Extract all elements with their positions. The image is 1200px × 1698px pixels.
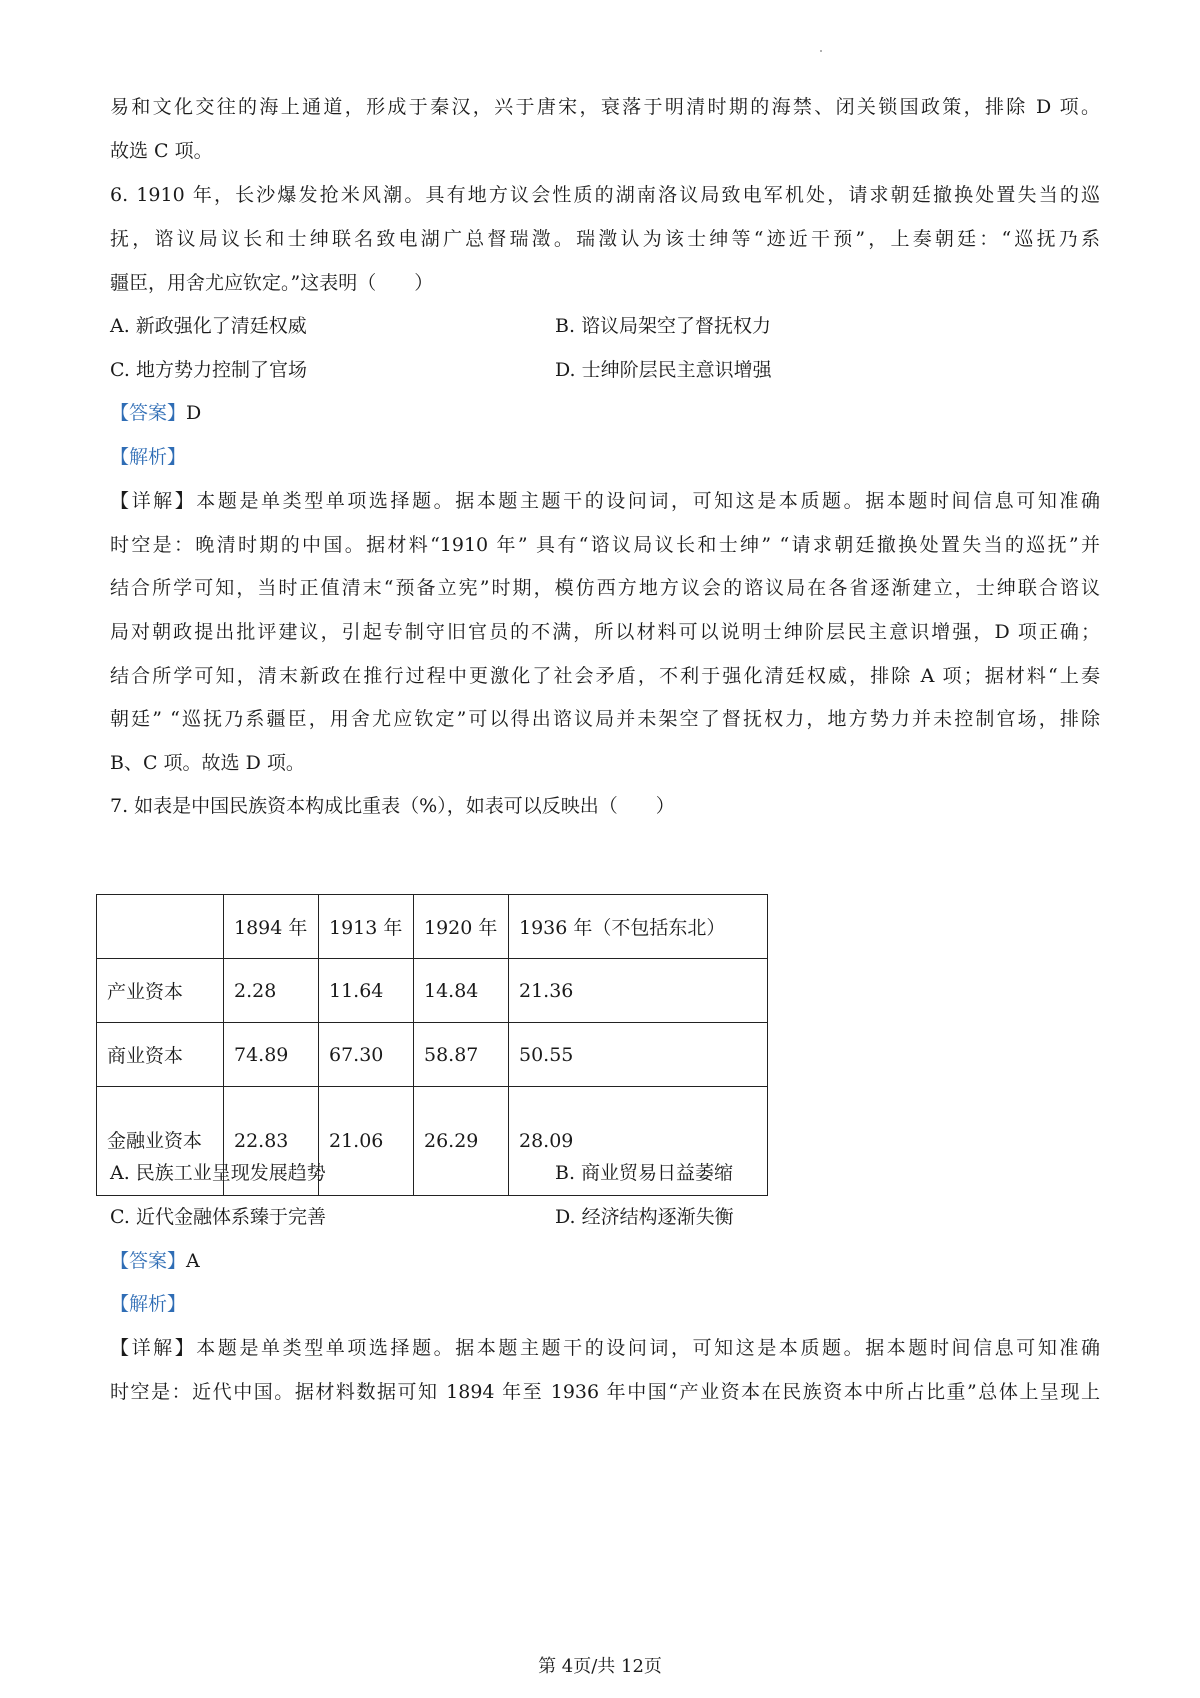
scan-dot [820,50,822,52]
text-line: 故选 C 项。 [110,140,213,162]
answer-value: A [186,1250,200,1272]
q6-option-c: C. 地方势力控制了官场 [110,359,307,381]
table-cell: 产业资本 [97,959,224,1023]
table-header-row [97,895,768,959]
page-footer: 第 4页/共 12页 [538,1656,662,1677]
table-cell: 74.89 [224,1023,319,1087]
table-cell: 22.83 [224,1087,319,1196]
q7-option-c: C. 近代金融体系臻于完善 [110,1206,326,1228]
q6-detail-line: 时空是：晚清时期的中国。据材料“1910 年” 具有“谘议局议长和士绅” “请求朝廷撤换处置失当的巡抚”并 [110,534,1100,556]
capital-composition-table [96,894,768,1196]
q7-analysis-tag: 【解析】 [110,1293,187,1315]
table-cell: 商业资本 [97,1023,224,1087]
q6-answer [110,400,1100,427]
q7-detail-line: 时空是：近代中国。据材料数据可知 1894 年至 1936 年中国“产业资本在民族资本中所占比重”总体上呈现上 [110,1381,1100,1403]
answer-tag: 【答案】 [110,402,187,424]
q6-option-d: D. 士绅阶层民主意识增强 [555,359,772,381]
table-cell: 50.55 [509,1023,768,1087]
table-cell: 21.36 [509,959,768,1023]
table-cell: 2.28 [224,959,319,1023]
answer-tag: 【答案】 [110,1250,187,1272]
q6-detail-line: 结合所学可知，当时正值清末“预备立宪”时期，模仿西方地方议会的谘议局在各省逐渐建立，士绅联合谘议 [110,577,1100,599]
q7-option-d: D. 经济结构逐渐失衡 [555,1206,734,1228]
q7-answer [110,1248,1100,1275]
question-6-stem: 疆臣，用舍尤应钦定。”这表明（ ） [110,272,434,294]
table-cell: 11.64 [319,959,414,1023]
answer-value: D [186,402,202,424]
q6-detail-line: 朝廷” “巡抚乃系疆臣，用舍尤应钦定”可以得出谘议局并未架空了督抚权力，地方势力并未控制官场，排除 [110,708,1100,730]
text-line: 易和文化交往的海上通道，形成于秦汉，兴于唐宋，衰落于明清时期的海禁、闭关锁国政策，排除 D 项。 [110,96,1100,118]
question-6-stem: 6. 1910 年，长沙爆发抢米风潮。具有地方议会性质的湖南洛议局致电军机处，请求朝廷撤换处置失当的巡 [110,184,1100,206]
q6-detail-line: 【详解】本题是单类型单项选择题。据本题主题干的设问词，可知这是本质题。据本题时间信息可知准确 [110,490,1100,512]
table-header-cell: 1894 年 [224,895,319,959]
q7-detail-line: 【详解】本题是单类型单项选择题。据本题主题干的设问词，可知这是本质题。据本题时间信息可知准确 [110,1337,1100,1359]
table-header-cell [97,895,224,959]
table-cell: 58.87 [414,1023,509,1087]
q6-detail-line: B、C 项。故选 D 项。 [110,752,305,774]
table-header-cell: 1913 年 [319,895,414,959]
table-header-cell: 1920 年 [414,895,509,959]
table-row [97,1023,768,1087]
table-cell: 金融业资本 [97,1087,224,1196]
table-header-cell: 1936 年（不包括东北） [509,895,768,959]
q6-detail-line: 局对朝政提出批评建议，引起专制守旧官员的不满，所以材料可以说明士绅阶层民主意识增强，D 项正确； [110,621,1100,643]
q6-option-a: A. 新政强化了清廷权威 [110,315,307,337]
table-cell: 67.30 [319,1023,414,1087]
question-7-stem: 7. 如表是中国民族资本构成比重表（%），如表可以反映出（ ） [110,795,675,817]
table-cell: 26.29 [414,1087,509,1196]
table-cell: 21.06 [319,1087,414,1196]
table-cell: 14.84 [414,959,509,1023]
q7-option-a: A. 民族工业呈现发展趋势 [110,1162,326,1184]
question-6-stem: 抚，谘议局议长和士绅联名致电湖广总督瑞澂。瑞澂认为该士绅等“迹近干预”，上奏朝廷：“巡抚乃系 [110,228,1100,250]
table-row [97,959,768,1023]
q6-analysis-tag: 【解析】 [110,446,187,468]
table-cell: 28.09 [509,1087,768,1196]
q7-option-b: B. 商业贸易日益萎缩 [555,1162,734,1184]
q6-option-b: B. 谘议局架空了督抚权力 [555,315,772,337]
q6-detail-line: 结合所学可知，清末新政在推行过程中更激化了社会矛盾，不利于强化清廷权威，排除 A 项；据材料“上奏 [110,665,1100,687]
